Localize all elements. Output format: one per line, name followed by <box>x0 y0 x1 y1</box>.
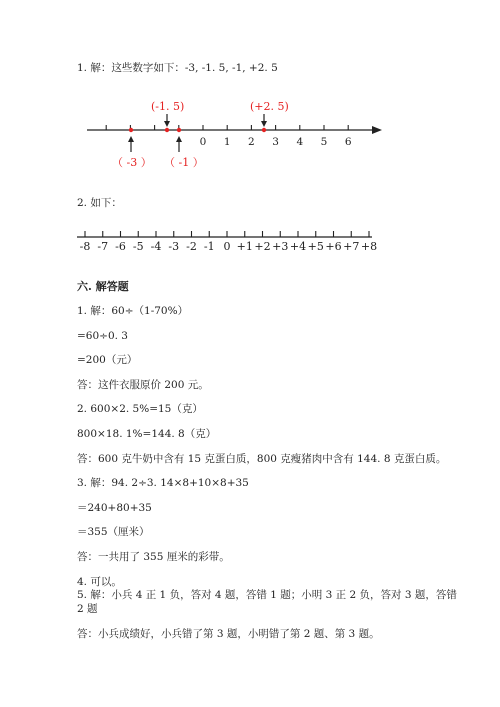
tick-label: -8 <box>79 240 91 253</box>
tick-label: -7 <box>97 240 109 253</box>
tick-label: -1 <box>203 240 215 253</box>
tick-label: +8 <box>360 240 378 253</box>
label-minus1-5: (-1. 5) <box>151 100 185 113</box>
line-12: 4. 可以。 <box>77 576 122 588</box>
tick-label: +6 <box>325 240 342 253</box>
arrow-plus2-5-head <box>261 121 267 127</box>
tick-label: +5 <box>307 240 324 253</box>
line-10: ＝355（厘米） <box>77 526 150 538</box>
label-plus2-5: (+2. 5) <box>250 100 289 113</box>
tick-label: -3 <box>168 240 180 253</box>
line-9: ＝240+80+35 <box>77 502 152 514</box>
tick-label: 6 <box>344 136 352 148</box>
line-5: 2. 600×2. 5%=15（克） <box>77 403 203 415</box>
arrow-minus1-head <box>176 136 182 142</box>
line-4: 答：这件衣服原价 200 元。 <box>77 379 209 391</box>
tick-label: 5 <box>320 136 328 148</box>
answer-2-intro: 2. 如下： <box>77 197 122 209</box>
point-minus3 <box>129 128 133 132</box>
tick-label: +7 <box>343 240 360 253</box>
line-15: 答：小兵成绩好，小兵错了第 3 题，小明错了第 2 题、第 3 题。 <box>77 628 380 640</box>
line-11: 答：一共用了 355 厘米的彩带。 <box>77 551 230 563</box>
axis-arrow <box>372 126 382 134</box>
line-8: 3. 解：94. 2÷3. 14×8+10×8+35 <box>77 477 249 489</box>
arrow-minus1-5-head <box>164 121 170 127</box>
tick-label: 0 <box>223 240 231 253</box>
line-14: 2 题 <box>77 603 98 615</box>
tick-label: -6 <box>115 240 126 253</box>
point-minus1-5 <box>165 128 169 132</box>
line-3: =200（元） <box>77 354 138 366</box>
tick-label: 1 <box>223 136 231 148</box>
tick-label: +2 <box>254 240 271 253</box>
label-minus1: （ -1 ） <box>164 156 204 169</box>
line-1: 1. 解：60÷（1-70%） <box>77 305 189 317</box>
line-7: 答：600 克牛奶中含有 15 克蛋白质，800 克瘦猪肉中含有 144. 8 克蛋白质。 <box>77 453 447 465</box>
point-minus1 <box>177 128 181 132</box>
point-plus2-5 <box>262 128 266 132</box>
tick-label: -2 <box>186 240 197 253</box>
tick-label: 0 <box>199 136 207 148</box>
number-line-2 <box>0 225 500 265</box>
tick-label: 4 <box>296 136 304 148</box>
tick-label: 2 <box>248 136 255 148</box>
tick-label: 3 <box>272 136 279 148</box>
tick-label: +3 <box>272 240 289 253</box>
tick-label: +4 <box>289 240 307 253</box>
line-2: =60÷0. 3 <box>77 330 128 342</box>
tick-label: +1 <box>236 240 253 253</box>
line-13: 5. 解：小兵 4 正 1 负，答对 4 题，答错 1 题；小明 3 正 2 负，答对 3 题，答错 <box>77 589 457 601</box>
label-minus3: （ -3 ） <box>112 156 152 169</box>
tick-label: -4 <box>150 240 162 253</box>
tick-label: -5 <box>132 240 144 253</box>
answer-1-intro: 1. 解：这些数字如下：-3, -1. 5, -1, +2. 5 <box>77 62 278 74</box>
line-6: 800×18. 1%=144. 8（克） <box>77 428 217 440</box>
section-heading: 六. 解答题 <box>77 280 129 293</box>
arrow-minus3-head <box>128 136 134 142</box>
